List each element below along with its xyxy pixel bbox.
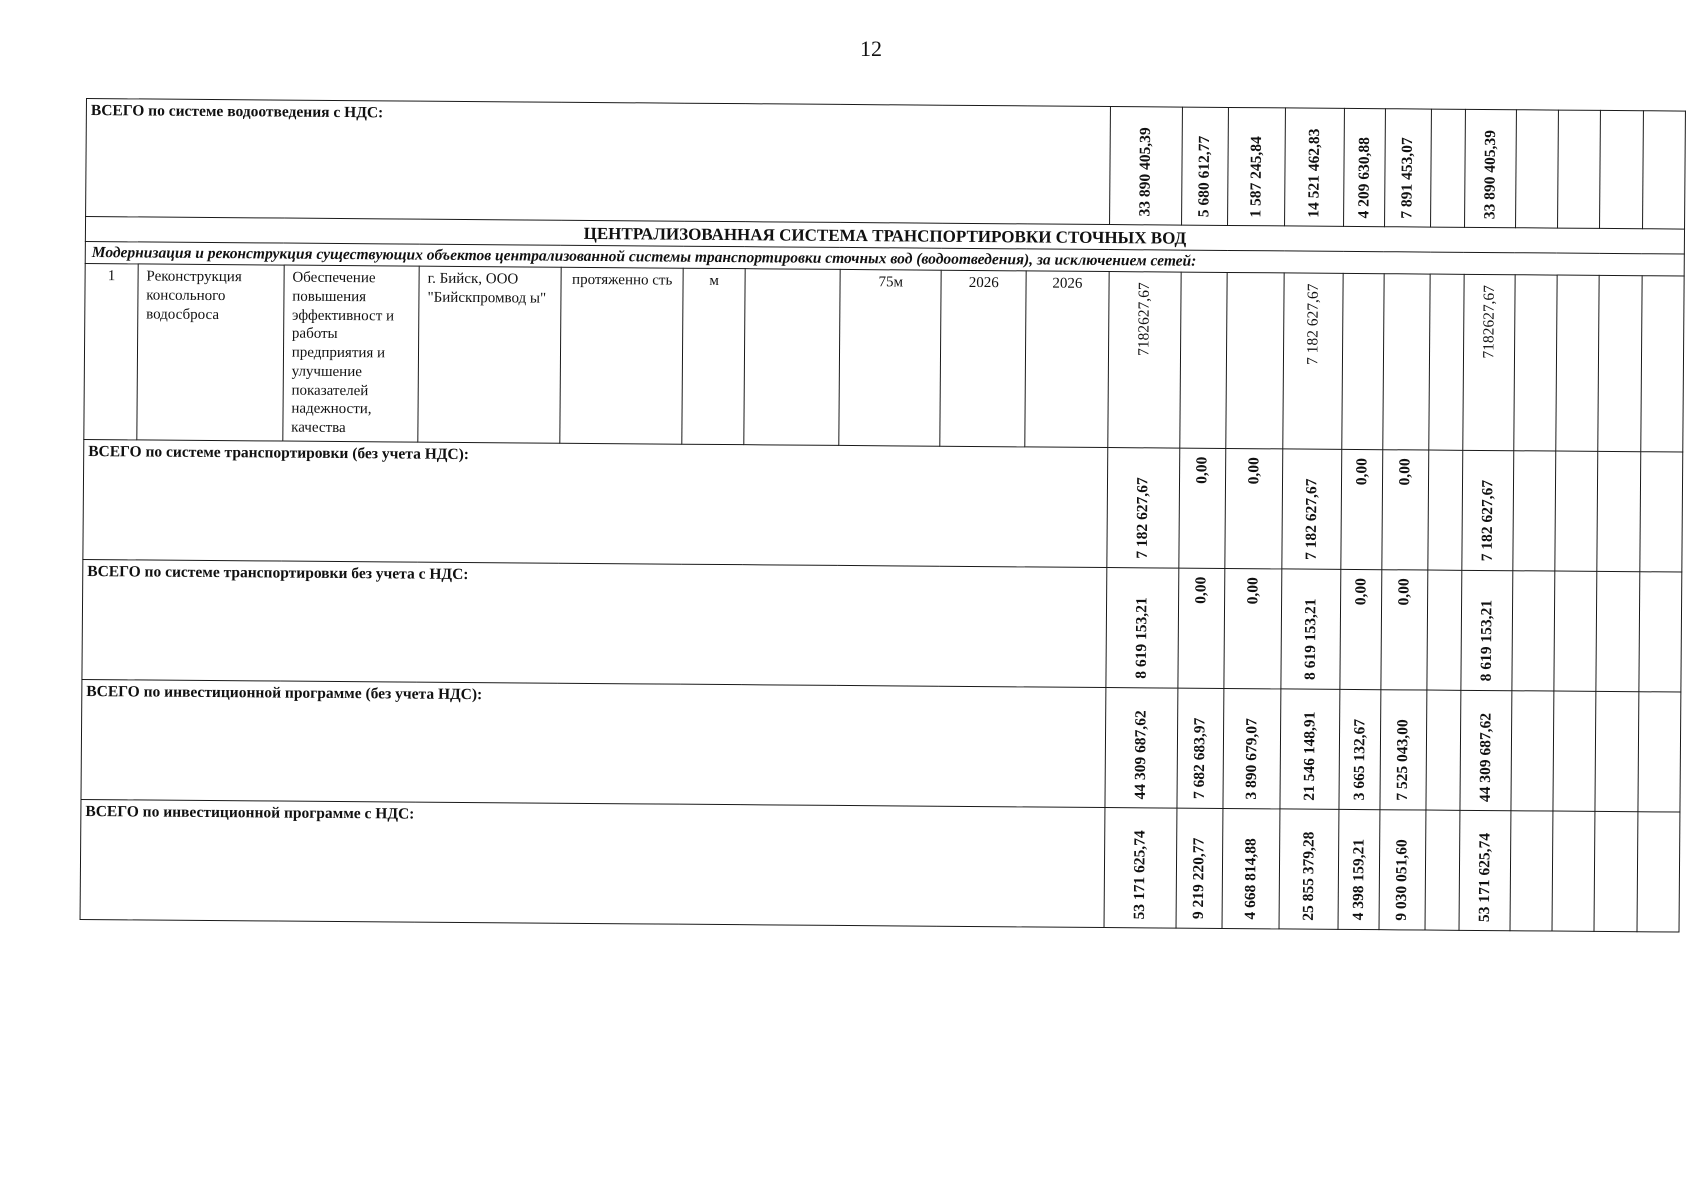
- empty-cell: [1554, 571, 1597, 691]
- value-cell: 0,00: [1341, 449, 1382, 569]
- value-cell: 1 587 245,84: [1228, 107, 1286, 225]
- item-value-after: 75м: [839, 269, 942, 446]
- item-end-year: 2026: [1025, 271, 1109, 447]
- empty-cell: [1553, 691, 1596, 811]
- empty-cell: [1596, 571, 1639, 691]
- empty-cell: [1515, 110, 1558, 228]
- value-cell: 0,00: [1224, 568, 1282, 688]
- value-cell: 8 619 153,21: [1106, 567, 1179, 688]
- value-cell: 4 668 814,88: [1222, 808, 1280, 928]
- value-cell: 9 219 220,77: [1176, 808, 1223, 928]
- item-unit: м: [682, 268, 745, 444]
- empty-cell: [1555, 451, 1598, 571]
- empty-cell: [1510, 810, 1553, 930]
- value-cell: 44 309 687,62: [1460, 690, 1512, 810]
- empty-cell: [1594, 811, 1637, 931]
- empty-cell: [1600, 110, 1643, 228]
- value-cell: 7 682 683,97: [1177, 688, 1224, 808]
- row-total-program-novat: [81, 679, 1681, 812]
- empty-cell: [1640, 276, 1684, 452]
- item-number: 1: [84, 263, 138, 439]
- value-cell: 0,00: [1225, 448, 1283, 568]
- row-total-transport-vat: [82, 559, 1682, 692]
- empty-cell: [1598, 275, 1642, 451]
- empty-cell: [1556, 275, 1600, 451]
- value-cell: 7 182 627,67: [1282, 449, 1342, 569]
- value-cell: 53 171 625,74: [1459, 810, 1511, 930]
- value-cell: 8 619 153,21: [1281, 569, 1341, 689]
- value-cell: 44 309 687,62: [1105, 687, 1178, 808]
- value-cell: 7182627,67: [1463, 274, 1515, 450]
- row-total-drainage-vat: [86, 99, 1686, 230]
- row-label: ВСЕГО по системе водоотведения с НДС:: [86, 99, 1111, 225]
- empty-cell: [1552, 811, 1595, 931]
- empty-cell: [1638, 571, 1681, 691]
- section-title: ЦЕНТРАЛИЗОВАННАЯ СИСТЕМА ТРАНСПОРТИРОВКИ СТОЧНЫХ ВОД: [85, 217, 1684, 255]
- empty-cell: [1512, 570, 1555, 690]
- item-start-year: 2026: [940, 270, 1026, 446]
- value-cell: 53 171 625,74: [1104, 807, 1177, 928]
- empty-cell: [1427, 570, 1462, 690]
- item-purpose: Обеспечение повышения эффективност и работы предприятия и улучшение показателей надежности, качества: [283, 265, 420, 442]
- empty-cell: [1428, 450, 1463, 570]
- value-cell: 14 521 462,83: [1285, 108, 1345, 226]
- row-label: ВСЕГО по системе транспортировки (без учета НДС):: [83, 439, 1108, 567]
- value-cell: 4 398 159,21: [1338, 809, 1379, 929]
- value-cell: 0,00: [1380, 569, 1427, 689]
- empty-cell: [1513, 275, 1557, 451]
- page-number: 12: [860, 36, 882, 61]
- item-location: г. Бийск, ООО "Бийскпромвод ы": [418, 266, 561, 443]
- row-label: ВСЕГО по инвестиционной программе (без учета НДС):: [81, 679, 1106, 807]
- value-cell: 3 665 132,67: [1339, 689, 1380, 809]
- empty-cell: [1557, 110, 1600, 228]
- value-cell: 0,00: [1340, 569, 1381, 689]
- item-value-before: [744, 269, 841, 445]
- empty-cell: [1597, 451, 1640, 571]
- empty-cell: [1342, 273, 1384, 449]
- empty-cell: [1426, 690, 1461, 810]
- value-cell: 7 525 043,00: [1379, 689, 1426, 809]
- investment-table: [80, 98, 1686, 932]
- row-total-program-vat: [80, 799, 1680, 932]
- item-name: Реконструкция консольного водосброса: [137, 264, 284, 441]
- value-cell: 0,00: [1178, 448, 1225, 568]
- empty-cell: [1226, 272, 1284, 448]
- value-cell: 4 209 630,88: [1344, 108, 1385, 226]
- empty-cell: [1512, 450, 1555, 570]
- value-cell: 3 890 679,07: [1223, 688, 1281, 808]
- value-cell: 7 182 627,67: [1283, 273, 1344, 449]
- row-label: ВСЕГО по системе транспортировки без учета с НДС:: [82, 559, 1107, 687]
- empty-cell: [1429, 274, 1464, 450]
- row-item-1: [84, 263, 1684, 451]
- row-total-transport-novat: [83, 439, 1683, 572]
- value-cell: 25 855 379,28: [1279, 809, 1339, 929]
- empty-cell: [1639, 451, 1682, 571]
- empty-cell: [1382, 274, 1430, 450]
- value-cell: 0,00: [1177, 568, 1224, 688]
- empty-cell: [1642, 111, 1685, 229]
- value-cell: 33 890 405,39: [1109, 107, 1182, 226]
- value-cell: 21 546 148,91: [1280, 689, 1340, 809]
- value-cell: 9 030 051,60: [1379, 809, 1426, 929]
- subsection-title: Модернизация и реконструкция существующих объектов централизованной системы транспортировки сточных вод (водоотведения), за исключением сетей:: [85, 241, 1684, 276]
- value-cell: [1431, 109, 1466, 227]
- value-cell: 8 619 153,21: [1461, 570, 1513, 690]
- empty-cell: [1637, 691, 1680, 811]
- row-label: ВСЕГО по инвестиционной программе с НДС:: [80, 799, 1105, 927]
- empty-cell: [1511, 690, 1554, 810]
- value-cell: 7 182 627,67: [1462, 450, 1514, 570]
- investment-table-sheet: [79, 98, 1686, 1031]
- value-cell: 7182627,67: [1107, 272, 1180, 448]
- empty-cell: [1425, 810, 1460, 930]
- empty-cell: [1637, 811, 1680, 931]
- value-cell: 7 182 627,67: [1107, 447, 1180, 568]
- value-cell: 33 890 405,39: [1464, 109, 1516, 227]
- empty-cell: [1595, 691, 1638, 811]
- value-cell: 0,00: [1381, 449, 1428, 569]
- empty-cell: [1179, 272, 1227, 448]
- item-parameter: протяженно сть: [560, 267, 684, 444]
- value-cell: 7 891 453,07: [1384, 109, 1431, 227]
- value-cell: 5 680 612,77: [1181, 107, 1228, 225]
